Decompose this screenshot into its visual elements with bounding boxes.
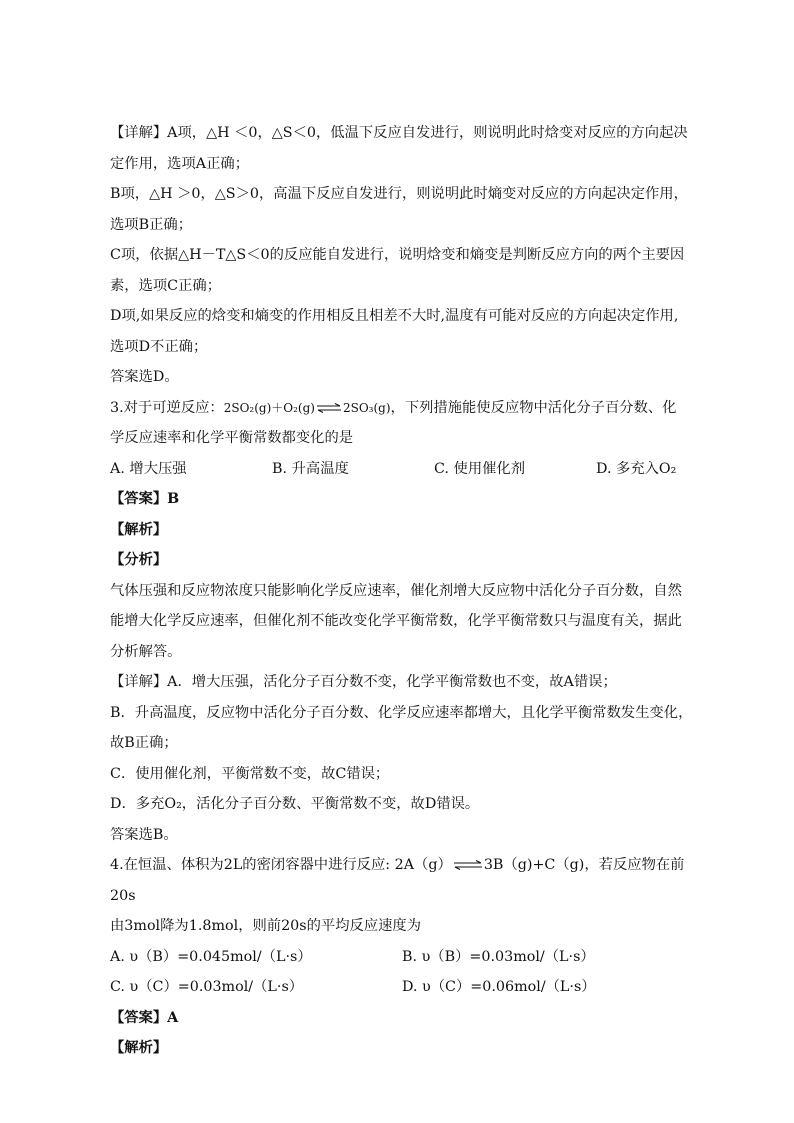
q3-detail-line: 故B正确； [110,735,178,751]
q3-option-d: D. 多充入O₂ [596,460,677,477]
q4-answer-label: 【答案】A [110,1009,179,1026]
q2-detail-c-line1: C项，依据△H－T△S＜0的反应能自发进行，说明焓变和熵变是判断反应方向的两个主要因 [110,247,685,263]
q4-stem-prefix: 4.在恒温、体积为2L的密闭容器中进行反应: 2A（g） [110,857,452,873]
document-page [110,118,694,1064]
q3-fenxi-line: 气体压强和反应物浓度只能影响化学反应速率，催化剂增大反应物中活化分子百分数，自然 [110,582,682,599]
q3-answer: 答案选B。 [110,826,178,843]
q3-equation-lhs: 2SO₂(g)＋O₂(g) [223,400,315,415]
q2-detail-b-line2: 选项B正确； [110,216,192,233]
q4-stem-line2: 由3mol降为1.8mol，则前20s的平均反应速度为 [110,918,421,934]
q3-fenxi-label: 【分析】 [110,552,168,568]
q4-option-d: D. υ（C）=0.06mol/（L·s） [402,979,596,995]
q3-equation-rhs: 2SO₃(g) [342,400,391,415]
q4-option-a: A. υ（B）=0.045mol/（L·s） [110,948,312,965]
q3-detail-line: 【详解】A．增大压强，活化分子百分数不变，化学平衡常数也不变，故A错误； [110,674,617,690]
q4-analysis-label: 【解析】 [110,1040,168,1056]
q2-detail-d-line1: D项,如果反应的焓变和熵变的作用相反且相差不大时,温度有可能对反应的方向起决定作用, [110,308,679,324]
q4-stem-suffix: 3B（g)+C（g)，若反应物在前20s [110,857,685,904]
q2-detail-a-line1: 【详解】A项，△H ＜0，△S＜0，低温下反应自发进行，则说明此时焓变对反应的方向起决 [110,125,688,141]
q3-detail-line: C．使用催化剂，平衡常数不变，故C错误； [110,765,390,782]
q3-detail-line: D．多充O₂，活化分子百分数、平衡常数不变，故D错误。 [110,796,480,812]
q3-stem-suffix: ，下列措施能使反应物中活化分子百分数、化 [390,399,677,416]
q3-fenxi-line: 分析解答。 [110,643,182,660]
q3-stem [110,393,694,424]
q3-stem-prefix: 3.对于可逆反应： [110,399,224,416]
q3-option-a: A. 增大压强 [110,460,187,477]
q3-option-c: C. 使用催化剂 [434,460,526,477]
q3-stem-line2: 学反应速率和化学平衡常数都变化的是 [110,430,354,446]
q2-detail-a-line2: 定作用，选项A正确； [110,155,249,172]
q2-answer: 答案选D。 [110,369,179,385]
q4-options-row1 [110,942,694,973]
q2-detail-d-line2: 选项D不正确； [110,338,208,355]
q2-detail-c-line2: 素，选项C正确； [110,277,222,294]
q4-options-row2 [110,972,694,1003]
q3-fenxi-line: 能增大化学反应速率，但催化剂不能改变化学平衡常数，化学平衡常数只与温度有关，据此 [110,613,682,629]
q3-detail-line: B．升高温度，反应物中活化分子百分数、化学反应速率都增大，且化学平衡常数发生变化， [110,704,693,721]
q3-analysis-label: 【解析】 [110,521,168,538]
reversible-arrow-icon [453,860,483,870]
q4-stem [110,850,694,911]
q3-answer-label: 【答案】B [110,491,180,507]
q2-detail-b-line1: B项，△H ＞0，△S＞0，高温下反应自发进行，则说明此时熵变对反应的方向起决定作用， [110,186,688,202]
q3-option-b: B. 升高温度 [272,460,349,477]
reversible-arrow-icon [316,403,342,413]
q4-option-c: C. υ（C）=0.03mol/（L·s） [110,979,304,995]
q4-option-b: B. υ（B）=0.03mol/（L·s） [402,948,595,965]
q3-options [110,454,694,485]
